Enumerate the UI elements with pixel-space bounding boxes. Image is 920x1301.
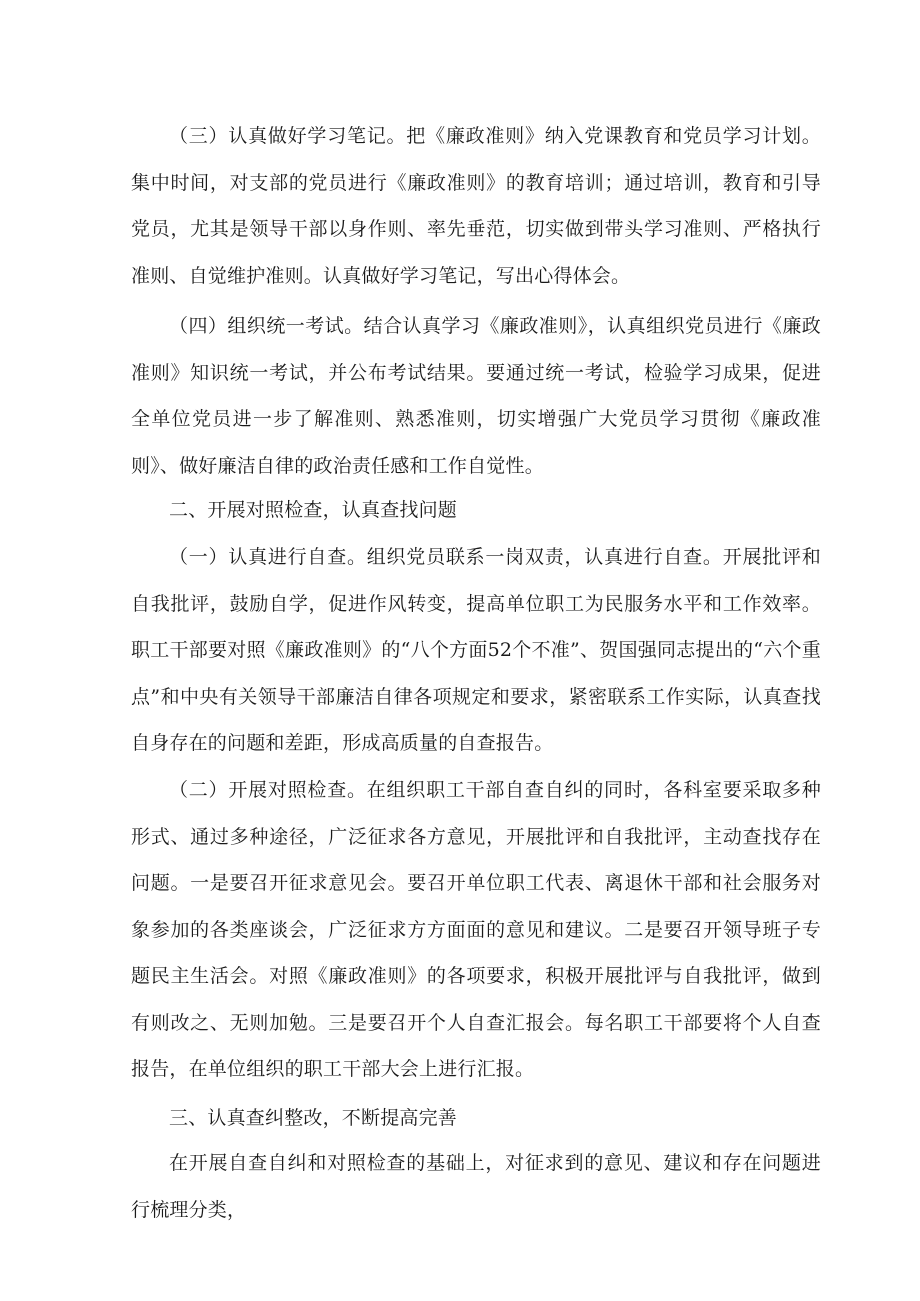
paragraph-self-inspection: （一）认真进行自查。组织党员联系一岗双责，认真进行自查。开展批评和自我批评，鼓励自学，促进作风转变，提高单位职工为民服务水平和工作效率。职工干部要对照《廉政准则》的“八个方面52个不准”、贺国强同志提出的“六个重点”和中央有关领导干部廉洁自律各项规定和要求，紧密联系工作实际，认真查找自身存在的问题和差距，形成高质量的自查报告。 <box>131 546 821 754</box>
paragraph-rectification: 在开展自查自纠和对照检查的基础上，对征求到的意见、建议和存在问题进行梳理分类， <box>131 1152 821 1221</box>
paragraph-unified-exam: （四）组织统一考试。结合认真学习《廉政准则》，认真组织党员进行《廉政准则》知识统一考试，并公布考试结果。要通过统一考试，检验学习成果，促进全单位党员进一步了解准则、熟悉准则，切实增强广大党员学习贯彻《廉政准则》、做好廉洁自律的政治责任感和工作自觉性。 <box>131 315 821 477</box>
paragraph-study-notes: （三）认真做好学习笔记。把《廉政准则》纳入党课教育和党员学习计划。集中时间，对支部的党员进行《廉政准则》的教育培训；通过培训，教育和引导党员，尤其是领导干部以身作则、率先垂范，切实做到带头学习准则、严格执行准则、自觉维护准则。认真做好学习笔记，写出心得体会。 <box>131 125 821 287</box>
section-heading-two: 二、开展对照检查，认真查找问题 <box>169 499 458 521</box>
paragraph-comparison-check: （二）开展对照检查。在组织职工干部自查自纠的同时，各科室要采取多种形式、通过多种途径，广泛征求各方意见，开展批评和自我批评，主动查找存在问题。一是要召开征求意见会。要召开单位职工代表、离退休干部和社会服务对象参加的各类座谈会，广泛征求方方面面的意见和建议。二是要召开领导班子专题民主生活会。对照《廉政准则》的各项要求，积极开展批评与自我批评，做到有则改之、无则加勉。三是要召开个人自查汇报会。每名职工干部要将个人自查报告，在单位组织的职工干部大会上进行汇报。 <box>131 779 821 1080</box>
section-heading-three: 三、认真查纠整改，不断提高完善 <box>169 1107 458 1129</box>
